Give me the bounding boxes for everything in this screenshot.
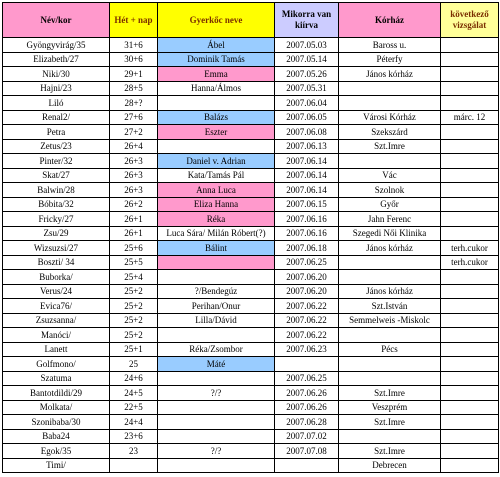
cell-date: 2007.06.05: [275, 110, 339, 125]
cell-date: 2007.06.18: [275, 241, 339, 256]
cell-hospital: [339, 328, 441, 343]
cell-date: 2007.07.02: [275, 429, 339, 444]
cell-hospital: János kórház: [339, 241, 441, 256]
cell-week: 22+5: [110, 400, 158, 415]
cell-child: Lilla/Dávid: [158, 313, 275, 328]
table-row: [3, 96, 499, 111]
cell-next-exam: [441, 458, 499, 473]
cell-hospital: [339, 270, 441, 285]
table-row: [3, 270, 499, 285]
cell-child: Bálint: [158, 241, 275, 256]
cell-child: [158, 400, 275, 415]
cell-name: Zsu/29: [3, 226, 110, 241]
cell-name: Molkata/: [3, 400, 110, 415]
cell-hospital: Szolnok: [339, 183, 441, 198]
table-row: [3, 52, 499, 67]
cell-child: Ábel: [158, 38, 275, 53]
table-body: [3, 38, 499, 473]
cell-week: 26+4: [110, 139, 158, 154]
cell-name: Manóci/: [3, 328, 110, 343]
cell-date: 2007.06.22: [275, 328, 339, 343]
cell-hospital: Szt.Imre: [339, 386, 441, 401]
cell-date: 2007.06.26: [275, 386, 339, 401]
cell-week: 23: [110, 444, 158, 459]
cell-child: [158, 270, 275, 285]
table-row: [3, 241, 499, 256]
cell-name: Petra: [3, 125, 110, 140]
cell-week: 25+2: [110, 284, 158, 299]
table-row: [3, 371, 499, 386]
cell-child: Réka: [158, 212, 275, 227]
cell-next-exam: [441, 270, 499, 285]
cell-child: Máté: [158, 357, 275, 372]
table-row: [3, 444, 499, 459]
cell-date: 2007.06.22: [275, 299, 339, 314]
cell-week: 26+3: [110, 168, 158, 183]
cell-week: 24+4: [110, 415, 158, 430]
cell-name: Elizabeth/27: [3, 52, 110, 67]
header-next-exam: következő vizsgálat: [441, 3, 499, 38]
table-row: [3, 139, 499, 154]
cell-name: Szonibaba/30: [3, 415, 110, 430]
cell-hospital: Szt.Imre: [339, 444, 441, 459]
cell-hospital: Jahn Ferenc: [339, 212, 441, 227]
table-row: [3, 154, 499, 169]
cell-date: 2007.06.25: [275, 371, 339, 386]
cell-week: 26+3: [110, 154, 158, 169]
cell-next-exam: [441, 284, 499, 299]
cell-week: 25: [110, 357, 158, 372]
cell-next-exam: [441, 139, 499, 154]
table-row: [3, 81, 499, 96]
cell-child: Emma: [158, 67, 275, 82]
cell-date: 2007.06.04: [275, 96, 339, 111]
cell-date: 2007.05.31: [275, 81, 339, 96]
cell-name: Bantotdildi/29: [3, 386, 110, 401]
cell-next-exam: márc. 12: [441, 110, 499, 125]
cell-date: 2007.06.28: [275, 415, 339, 430]
table-row: [3, 415, 499, 430]
cell-child: Dominik Tamás: [158, 52, 275, 67]
cell-next-exam: terh.cukor: [441, 241, 499, 256]
cell-hospital: [339, 154, 441, 169]
cell-next-exam: terh.cukor: [441, 255, 499, 270]
cell-hospital: [339, 96, 441, 111]
cell-name: Hajni/23: [3, 81, 110, 96]
cell-name: Pinter/32: [3, 154, 110, 169]
cell-next-exam: [441, 81, 499, 96]
cell-date: 2007.06.26: [275, 400, 339, 415]
table-row: [3, 197, 499, 212]
cell-week: 26+1: [110, 226, 158, 241]
table-row: [3, 386, 499, 401]
table-row: [3, 299, 499, 314]
cell-name: Verus/24: [3, 284, 110, 299]
cell-hospital: Szegedi Női Klinika: [339, 226, 441, 241]
cell-hospital: Városi Kórház: [339, 110, 441, 125]
cell-child: Perihan/Onur: [158, 299, 275, 314]
cell-name: Lanett: [3, 342, 110, 357]
header-name: Név/kor: [3, 3, 110, 38]
cell-date: 2007.06.13: [275, 139, 339, 154]
header-week: Hét + nap: [110, 3, 158, 38]
cell-child: ?/?: [158, 386, 275, 401]
cell-name: Skat/27: [3, 168, 110, 183]
cell-next-exam: [441, 371, 499, 386]
header-hospital: Kórház: [339, 3, 441, 38]
cell-next-exam: [441, 38, 499, 53]
cell-next-exam: [441, 197, 499, 212]
cell-hospital: János kórház: [339, 67, 441, 82]
cell-hospital: Péterfy: [339, 52, 441, 67]
cell-hospital: Veszprém: [339, 400, 441, 415]
cell-child: Balázs: [158, 110, 275, 125]
cell-next-exam: [441, 444, 499, 459]
cell-name: Evica76/: [3, 299, 110, 314]
cell-name: Fricky/27: [3, 212, 110, 227]
pregnancy-table: [2, 2, 499, 473]
cell-next-exam: [441, 52, 499, 67]
cell-hospital: [339, 357, 441, 372]
table-row: [3, 429, 499, 444]
cell-hospital: Pécs: [339, 342, 441, 357]
cell-child: Eliza Hanna: [158, 197, 275, 212]
cell-next-exam: [441, 154, 499, 169]
cell-child: Luca Sára/ Milán Róbert(?): [158, 226, 275, 241]
cell-week: 25+2: [110, 328, 158, 343]
cell-date: [275, 458, 339, 473]
cell-child: [158, 96, 275, 111]
cell-hospital: [339, 81, 441, 96]
cell-name: Zetus/23: [3, 139, 110, 154]
cell-week: [110, 458, 158, 473]
cell-next-exam: [441, 328, 499, 343]
table-row: [3, 168, 499, 183]
cell-date: 2007.05.26: [275, 67, 339, 82]
cell-name: Egok/35: [3, 444, 110, 459]
cell-week: 25+2: [110, 299, 158, 314]
cell-week: 25+5: [110, 255, 158, 270]
cell-name: Buborka/: [3, 270, 110, 285]
cell-child: [158, 255, 275, 270]
cell-week: 25+4: [110, 270, 158, 285]
cell-hospital: Szekszárd: [339, 125, 441, 140]
table-row: [3, 67, 499, 82]
table-row: [3, 226, 499, 241]
table-row: [3, 342, 499, 357]
cell-date: 2007.06.20: [275, 270, 339, 285]
cell-name: Szatuma: [3, 371, 110, 386]
cell-week: 29+1: [110, 67, 158, 82]
cell-next-exam: [441, 357, 499, 372]
cell-date: 2007.06.14: [275, 183, 339, 198]
cell-week: 23+6: [110, 429, 158, 444]
cell-next-exam: [441, 299, 499, 314]
cell-name: Golfmono/: [3, 357, 110, 372]
cell-next-exam: [441, 400, 499, 415]
cell-hospital: Semmelweis -Miskolc: [339, 313, 441, 328]
table-row: [3, 183, 499, 198]
table-row: [3, 400, 499, 415]
cell-week: 28+5: [110, 81, 158, 96]
cell-next-exam: [441, 429, 499, 444]
cell-date: 2007.05.14: [275, 52, 339, 67]
cell-week: 26+1: [110, 212, 158, 227]
cell-date: 2007.06.22: [275, 313, 339, 328]
cell-week: 27+2: [110, 125, 158, 140]
cell-child: Réka/Zsombor: [158, 342, 275, 357]
cell-week: 26+3: [110, 183, 158, 198]
table-row: [3, 458, 499, 473]
cell-name: Wizsuzsi/27: [3, 241, 110, 256]
cell-week: 24+5: [110, 386, 158, 401]
cell-week: 25+1: [110, 342, 158, 357]
cell-date: 2007.06.14: [275, 154, 339, 169]
cell-next-exam: [441, 415, 499, 430]
cell-child: [158, 139, 275, 154]
cell-name: Boszti/ 34: [3, 255, 110, 270]
cell-hospital: Szt.Imre: [339, 415, 441, 430]
cell-hospital: Szt.Imre: [339, 139, 441, 154]
cell-hospital: [339, 255, 441, 270]
cell-name: Baba24: [3, 429, 110, 444]
cell-hospital: János kórház: [339, 284, 441, 299]
cell-child: [158, 429, 275, 444]
cell-date: [275, 357, 339, 372]
cell-week: 28+?: [110, 96, 158, 111]
cell-child: Daniel v. Adrian: [158, 154, 275, 169]
cell-next-exam: [441, 313, 499, 328]
cell-name: Bóbita/32: [3, 197, 110, 212]
cell-next-exam: [441, 67, 499, 82]
cell-date: 2007.06.08: [275, 125, 339, 140]
table-row: [3, 328, 499, 343]
cell-name: Balwin/28: [3, 183, 110, 198]
cell-week: 24+6: [110, 371, 158, 386]
cell-hospital: Debrecen: [339, 458, 441, 473]
cell-date: 2007.06.23: [275, 342, 339, 357]
cell-child: Hanna/Álmos: [158, 81, 275, 96]
cell-hospital: Baross u.: [339, 38, 441, 53]
cell-hospital: Győr: [339, 197, 441, 212]
cell-name: Timi/: [3, 458, 110, 473]
cell-date: 2007.06.20: [275, 284, 339, 299]
cell-name: Renal2/: [3, 110, 110, 125]
cell-hospital: Vác: [339, 168, 441, 183]
cell-child: ?/?: [158, 444, 275, 459]
table-row: [3, 255, 499, 270]
cell-date: 2007.06.25: [275, 255, 339, 270]
cell-next-exam: [441, 183, 499, 198]
cell-next-exam: [441, 226, 499, 241]
table-row: [3, 284, 499, 299]
header-child: Gyerkőc neve: [158, 3, 275, 38]
header-row: [3, 3, 499, 38]
cell-hospital: Szt.István: [339, 299, 441, 314]
cell-child: [158, 371, 275, 386]
cell-next-exam: [441, 96, 499, 111]
cell-date: 2007.06.14: [275, 168, 339, 183]
cell-child: Kata/Tamás Pál: [158, 168, 275, 183]
cell-date: 2007.07.08: [275, 444, 339, 459]
cell-date: 2007.06.15: [275, 197, 339, 212]
cell-hospital: [339, 371, 441, 386]
table-row: [3, 110, 499, 125]
cell-name: Liló: [3, 96, 110, 111]
cell-hospital: [339, 429, 441, 444]
table-row: [3, 38, 499, 53]
cell-week: 25+2: [110, 313, 158, 328]
cell-next-exam: [441, 386, 499, 401]
header-date: Mikorra van kiírva: [275, 3, 339, 38]
cell-next-exam: [441, 212, 499, 227]
table-row: [3, 313, 499, 328]
cell-name: Niki/30: [3, 67, 110, 82]
table-row: [3, 357, 499, 372]
cell-next-exam: [441, 125, 499, 140]
cell-date: 2007.05.03: [275, 38, 339, 53]
cell-child: Anna Luca: [158, 183, 275, 198]
cell-week: 31+6: [110, 38, 158, 53]
cell-name: Zsuzsanna/: [3, 313, 110, 328]
cell-next-exam: [441, 342, 499, 357]
cell-next-exam: [441, 168, 499, 183]
table-row: [3, 212, 499, 227]
cell-week: 30+6: [110, 52, 158, 67]
table-row: [3, 125, 499, 140]
cell-name: Gyöngyvirág/35: [3, 38, 110, 53]
cell-child: ?/Bendegúz: [158, 284, 275, 299]
cell-child: Eszter: [158, 125, 275, 140]
cell-week: 27+6: [110, 110, 158, 125]
cell-child: [158, 328, 275, 343]
cell-child: [158, 415, 275, 430]
cell-week: 25+6: [110, 241, 158, 256]
cell-week: 26+2: [110, 197, 158, 212]
cell-child: [158, 458, 275, 473]
cell-date: 2007.06.16: [275, 226, 339, 241]
cell-date: 2007.06.16: [275, 212, 339, 227]
